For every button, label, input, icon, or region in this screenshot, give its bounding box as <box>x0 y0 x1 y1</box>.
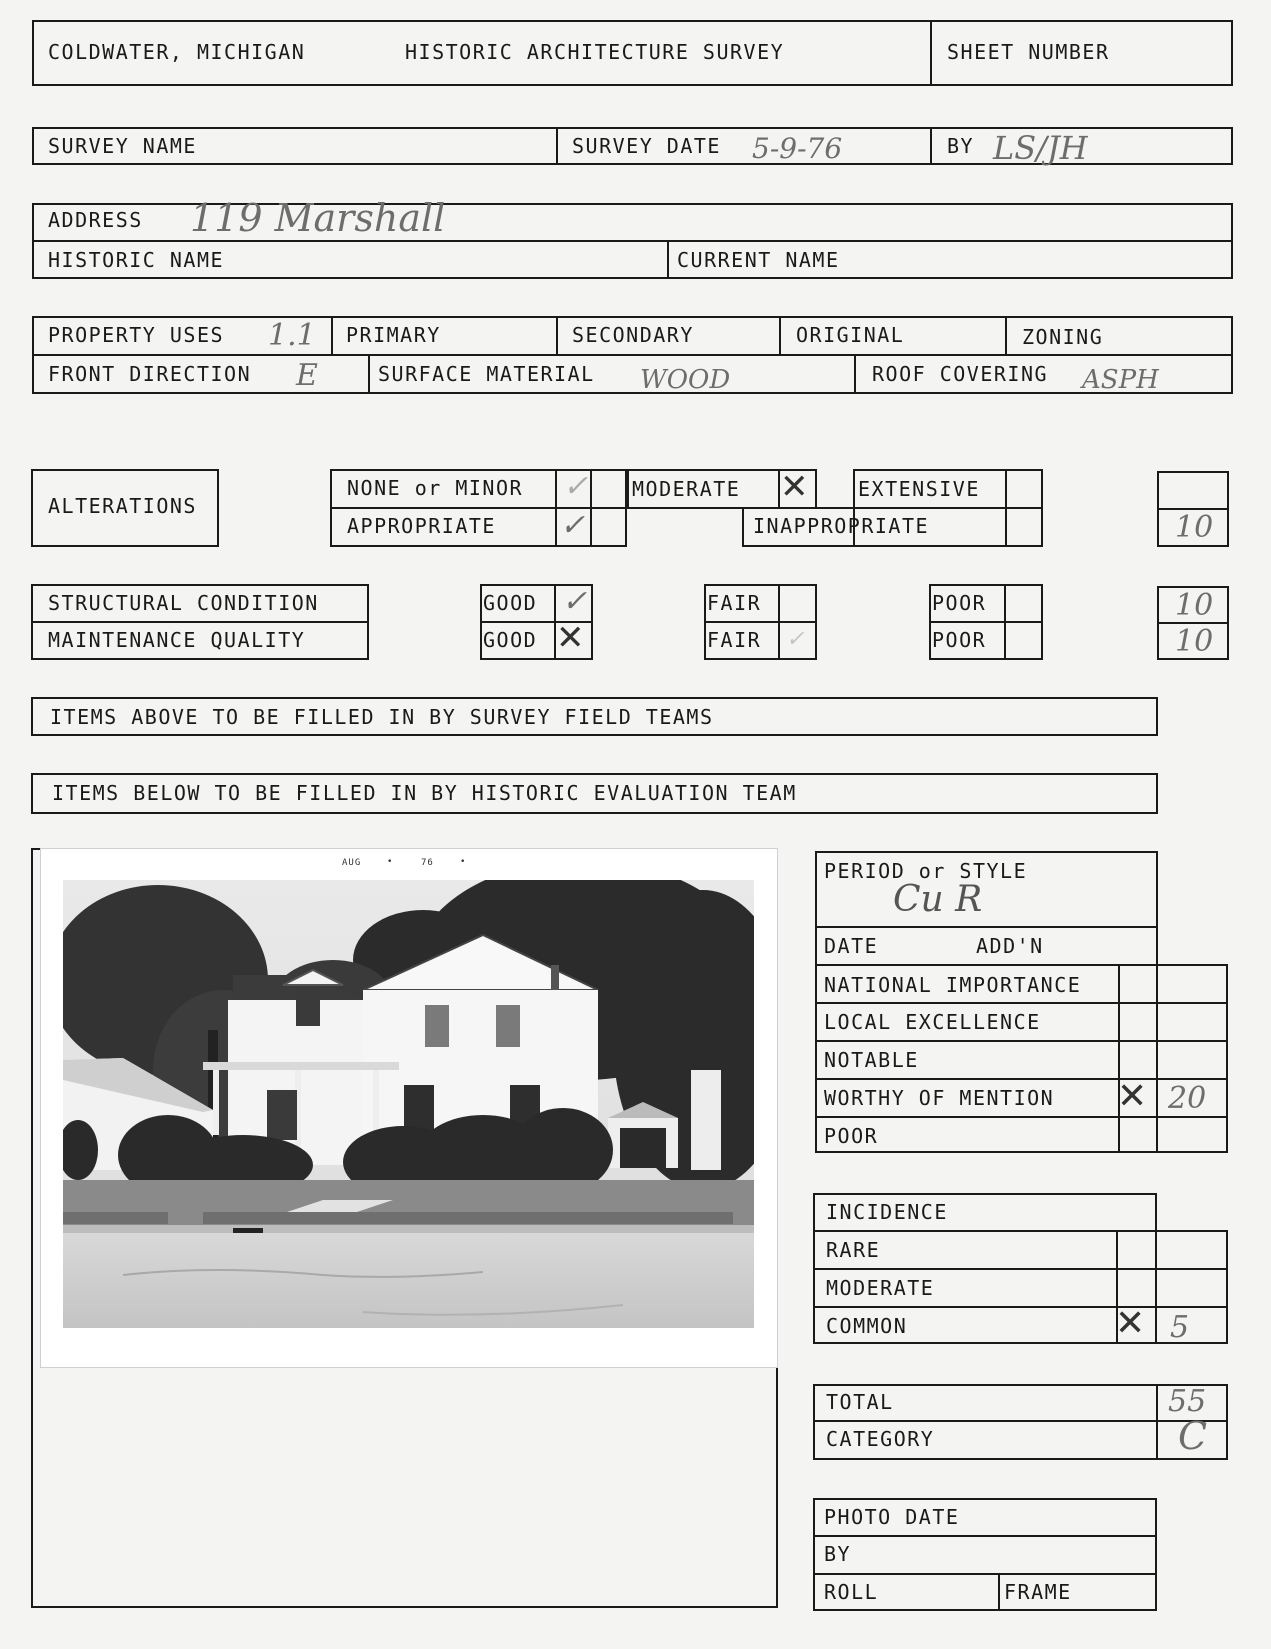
moderate-label: MODERATE <box>632 477 741 501</box>
local-excellence-label: LOCAL EXCELLENCE <box>824 1010 1041 1034</box>
period-style-value: Cu R <box>893 879 983 920</box>
photo-stamp-year: 76 <box>421 858 434 868</box>
moderate-mark: ✕ <box>780 467 809 507</box>
common-score: 5 <box>1170 1310 1190 1345</box>
photo-by-label: BY <box>824 1542 852 1566</box>
notable-label: NOTABLE <box>824 1048 919 1072</box>
appropriate-mark: ✓ <box>560 508 586 543</box>
survey-date-value: 5-9-76 <box>752 132 843 165</box>
structural-score: 10 <box>1175 588 1214 623</box>
current-name-label: CURRENT NAME <box>677 248 840 272</box>
category-label: CATEGORY <box>826 1427 935 1451</box>
primary-label: PRIMARY <box>346 323 441 347</box>
note-above: ITEMS ABOVE TO BE FILLED IN BY SURVEY FIELD TEAMS <box>50 705 714 729</box>
front-direction-value: E <box>296 358 318 393</box>
worthy-mark: ✕ <box>1117 1076 1148 1117</box>
addn-label: ADD'N <box>976 934 1044 958</box>
house-photo <box>63 880 754 1328</box>
category-value: C <box>1178 1414 1208 1458</box>
structural-good-label: GOOD <box>483 591 538 615</box>
surface-material-label: SURFACE MATERIAL <box>378 362 595 386</box>
date-label: DATE <box>824 934 879 958</box>
survey-date-label: SURVEY DATE <box>572 134 721 158</box>
alterations-score: 10 <box>1175 510 1214 545</box>
address-value: 119 Marshall <box>190 196 446 240</box>
maintenance-fair-label: FAIR <box>707 628 762 652</box>
alterations-label: ALTERATIONS <box>48 494 197 518</box>
photo-stamp-month: AUG <box>342 858 362 868</box>
property-uses-label: PROPERTY USES <box>48 323 225 347</box>
incidence-label: INCIDENCE <box>826 1200 948 1224</box>
structural-condition-label: STRUCTURAL CONDITION <box>48 591 319 615</box>
none-minor-mark: ✓ <box>563 469 589 504</box>
survey-by-label: BY <box>947 134 975 158</box>
worthy-of-mention-label: WORTHY OF MENTION <box>824 1086 1055 1110</box>
maintenance-quality-label: MAINTENANCE QUALITY <box>48 628 306 652</box>
survey-name-label: SURVEY NAME <box>48 134 197 158</box>
zoning-label: ZONING <box>1022 325 1104 349</box>
structural-poor-label: POOR <box>932 591 987 615</box>
none-minor-label: NONE or MINOR <box>347 476 524 500</box>
common-mark: ✕ <box>1115 1303 1146 1344</box>
period-style-label: PERIOD or STYLE <box>824 859 1028 883</box>
roll-label: ROLL <box>824 1580 879 1604</box>
worthy-score: 20 <box>1168 1081 1207 1116</box>
sheet-number-label: SHEET NUMBER <box>947 40 1110 64</box>
common-label: COMMON <box>826 1314 908 1338</box>
photo-date-label: PHOTO DATE <box>824 1505 960 1529</box>
roof-covering-value: ASPH <box>1082 365 1159 395</box>
total-value: 55 <box>1168 1384 1207 1419</box>
maintenance-score: 10 <box>1175 624 1214 659</box>
survey-by-value: LS/JH <box>993 129 1088 167</box>
original-label: ORIGINAL <box>796 323 905 347</box>
maintenance-good-mark: ✕ <box>556 618 585 658</box>
maintenance-fair-mark: ✓ <box>786 627 805 652</box>
incidence-moderate-label: MODERATE <box>826 1276 935 1300</box>
frame-label: FRAME <box>1004 1580 1072 1604</box>
surface-material-value: WOOD <box>640 365 731 395</box>
header-title: HISTORIC ARCHITECTURE SURVEY <box>405 40 785 64</box>
front-direction-label: FRONT DIRECTION <box>48 362 252 386</box>
note-below: ITEMS BELOW TO BE FILLED IN BY HISTORIC EVALUATION TEAM <box>52 781 797 805</box>
rare-label: RARE <box>826 1238 881 1262</box>
maintenance-good-label: GOOD <box>483 628 538 652</box>
address-label: ADDRESS <box>48 208 143 232</box>
property-uses-value: 1.1 <box>268 318 316 353</box>
eval-poor-label: POOR <box>824 1124 879 1148</box>
national-importance-label: NATIONAL IMPORTANCE <box>824 973 1082 997</box>
appropriate-label: APPROPRIATE <box>347 514 496 538</box>
header-city: COLDWATER, MICHIGAN <box>48 40 306 64</box>
structural-fair-label: FAIR <box>707 591 762 615</box>
roof-covering-label: ROOF COVERING <box>872 362 1049 386</box>
maintenance-poor-label: POOR <box>932 628 987 652</box>
extensive-label: EXTENSIVE <box>858 477 980 501</box>
structural-good-mark: ✓ <box>562 584 588 619</box>
secondary-label: SECONDARY <box>572 323 694 347</box>
inappropriate-label: INAPPROPRIATE <box>753 514 930 538</box>
historic-name-label: HISTORIC NAME <box>48 248 225 272</box>
total-label: TOTAL <box>826 1390 894 1414</box>
